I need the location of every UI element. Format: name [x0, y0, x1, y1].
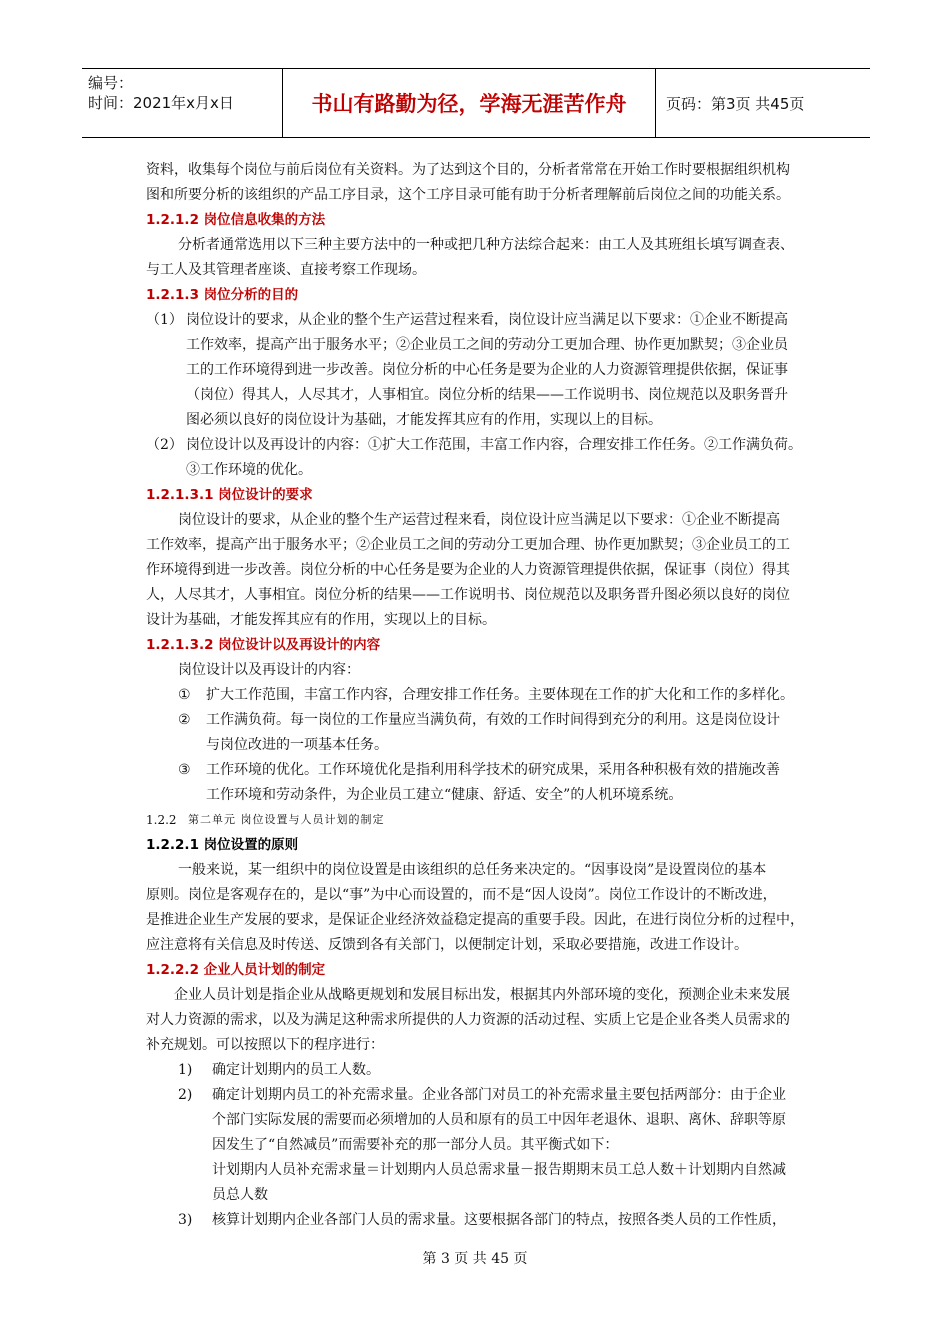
section-heading: 1.2.1.3.2 岗位设计以及再设计的内容 [146, 637, 381, 653]
text-line: 工的工作环境得到进一步改善。岗位分析的中心任务是要为企业的人力资源管理提供依据，保证事 [186, 362, 788, 378]
section-heading: 1.2.1.3.1 岗位设计的要求 [146, 487, 313, 503]
text-line: 因发生了“自然减员”而需要补充的那一部分人员。其平衡式如下： [212, 1137, 619, 1153]
text-line: 资料，收集每个岗位与前后岗位有关资料。为了达到这个目的，分析者常常在开始工作时要根据组织机构 [146, 162, 790, 178]
text-line: 工作环境和劳动条件，为企业员工建立“健康、舒适、安全”的人机环境系统。 [206, 787, 683, 803]
formula-line: 员总人数 [212, 1187, 268, 1203]
text-line: （岗位）得其人，人尽其才，人事相宜。岗位分析的结果——工作说明书、岗位规范以及职务晋升 [186, 387, 788, 403]
text-line: 原则。岗位是客观存在的，是以“事”为中心而设置的，而不是“因人设岗”。岗位工作设计的不断改进， [146, 887, 777, 903]
section-heading: 1.2.1.3 岗位分析的目的 [146, 287, 299, 303]
text-line: 设计为基础，才能发挥其应有的作用，实现以上的目标。 [146, 612, 496, 628]
text-line: 是推进企业生产发展的要求，是保证企业经济效益稳定提高的重要手段。因此，在进行岗位分析的过程中， [146, 912, 804, 928]
text-line: 工作满负荷。每一岗位的工作量应当满负荷，有效的工作时间得到充分的利用。这是岗位设计 [206, 712, 780, 728]
section-heading: 1.2.2.2 企业人员计划的制定 [146, 962, 326, 978]
text-line: 企业人员计划是指企业从战略更规划和发展目标出发，根据其内外部环境的变化，预测企业未来发展 [174, 987, 790, 1003]
page-header [82, 68, 870, 138]
text-line: 岗位设计的要求，从企业的整个生产运营过程来看，岗位设计应当满足以下要求：①企业不断提高 [186, 312, 788, 328]
page-footer: 第 3 页 共 45 页 [422, 1251, 528, 1267]
list-marker: （2） [146, 437, 183, 453]
unit-title: 第二单元 岗位设置与人员计划的制定 [188, 813, 385, 826]
formula-line: 计划期内人员补充需求量＝计划期内人员总需求量－报告期期末员工总人数＋计划期内自然减 [212, 1162, 786, 1178]
text-line: 扩大工作范围，丰富工作内容，合理安排工作任务。主要体现在工作的扩大化和工作的多样化。 [206, 687, 794, 703]
code-label: 编号： [88, 74, 134, 92]
text-line: 个部门实际发展的需要而必须增加的人员和原有的员工中因年老退休、退职、离休、辞职等原 [212, 1112, 786, 1128]
motto: 书山有路勤为径，学海无涯苦作舟 [282, 69, 656, 137]
section-heading: 1.2.1.2 岗位信息收集的方法 [146, 212, 326, 228]
text-line: 图必须以良好的岗位设计为基础，才能发挥其应有的作用，实现以上的目标。 [186, 412, 662, 428]
text-line: 确定计划期内员工的补充需求量。企业各部门对员工的补充需求量主要包括两部分：由于企业 [212, 1087, 786, 1103]
list-marker: 1) [178, 1062, 193, 1078]
text-line: 与工人及其管理者座谈、直接考察工作现场。 [146, 262, 426, 278]
text-line: 核算计划期内企业各部门人员的需求量。这要根据各部门的特点，按照各类人员的工作性质， [212, 1212, 786, 1228]
list-marker: ③ [178, 762, 191, 778]
text-line: 确定计划期内的员工人数。 [212, 1062, 380, 1078]
text-line: 分析者通常选用以下三种主要方法中的一种或把几种方法综合起来：由工人及其班组长填写调查表、 [178, 237, 794, 253]
text-line: 补充规划。可以按照以下的程序进行： [146, 1037, 384, 1053]
list-marker: ① [178, 687, 191, 703]
text-line: 图和所要分析的该组织的产品工序目录，这个工序目录可能有助于分析者理解前后岗位之间的功能关系。 [146, 187, 790, 203]
list-marker: ② [178, 712, 191, 728]
text-line: 岗位设计以及再设计的内容：①扩大工作范围，丰富工作内容，合理安排工作任务。②工作满负荷。 [186, 437, 802, 453]
text-line: 工作环境的优化。工作环境优化是指利用科学技术的研究成果，采用各种积极有效的措施改善 [206, 762, 780, 778]
text-line: 应注意将有关信息及时传送、反馈到各有关部门，以便制定计划，采取必要措施，改进工作设计。 [146, 937, 748, 953]
text-line: 工作效率，提高产出于服务水平；②企业员工之间的劳动分工更加合理、协作更加默契；③企业员 [186, 337, 788, 353]
text-line: 一般来说，某一组织中的岗位设置是由该组织的总任务来决定的。“因事设岗”是设置岗位的基本 [178, 862, 767, 878]
header-left-cell [82, 69, 282, 137]
page-info: 页码：第3页 共45页 [666, 94, 805, 113]
text-line: 工作效率，提高产出于服务水平；②企业员工之间的劳动分工更加合理、协作更加默契；③企业员工的工 [146, 537, 790, 553]
text-line: ③工作环境的优化。 [186, 462, 312, 478]
date-label: 时间：2021年x月x日 [88, 94, 234, 112]
list-marker: （1） [146, 312, 183, 328]
list-marker: 3) [178, 1212, 193, 1228]
section-heading: 1.2.2.1 岗位设置的原则 [146, 837, 299, 853]
section-number: 1.2.2 [146, 813, 177, 827]
text-line: 对人力资源的需求，以及为满足这种需求所提供的人力资源的活动过程、实质上它是企业各类人员需求的 [146, 1012, 790, 1028]
list-marker: 2) [178, 1087, 193, 1103]
text-line: 作环境得到进一步改善。岗位分析的中心任务是要为企业的人力资源管理提供依据，保证事（岗位）得其 [146, 562, 790, 578]
text-line: 岗位设计的要求，从企业的整个生产运营过程来看，岗位设计应当满足以下要求：①企业不断提高 [178, 512, 780, 528]
text-line: 岗位设计以及再设计的内容： [178, 662, 360, 678]
text-line: 人，人尽其才，人事相宜。岗位分析的结果——工作说明书、岗位规范以及职务晋升图必须以良好的岗位 [146, 587, 790, 603]
text-line: 与岗位改进的一项基本任务。 [206, 737, 388, 753]
